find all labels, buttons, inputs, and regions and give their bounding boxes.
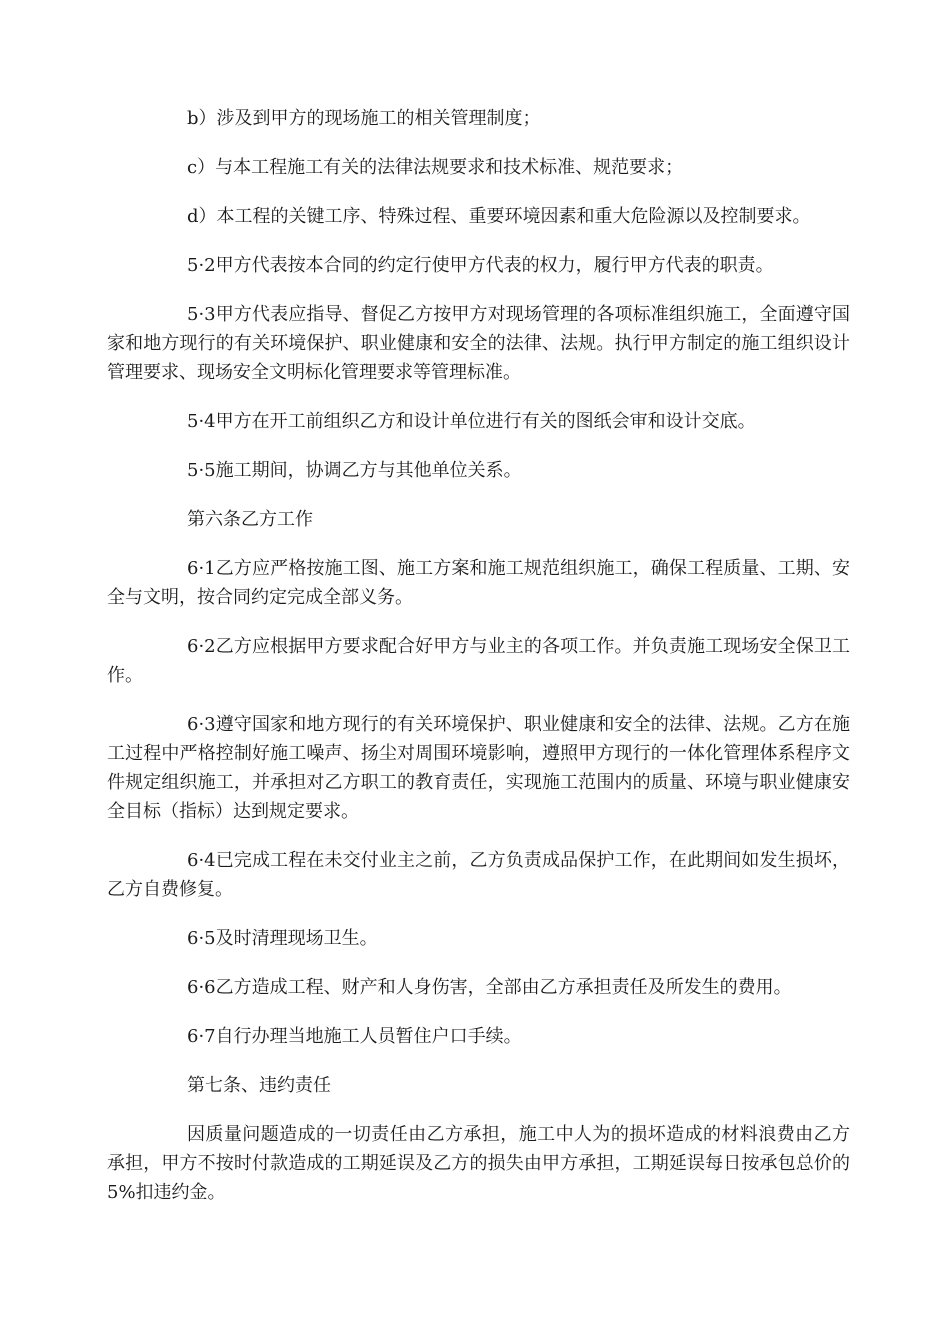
clause-5-3: 5·3甲方代表应指导、督促乙方按甲方对现场管理的各项标准组织施工，全面遵守国家和地方现行的有关环境保护、职业健康和安全的法律、法规。执行甲方制定的施工组织设计管理要求、现场安全文明标化管理要求等管理标准。 (107, 304, 850, 383)
clause-5-5: 5·5施工期间，协调乙方与其他单位关系。 (187, 460, 522, 481)
document-page (107, 104, 850, 1227)
clause-b-site-management: b）涉及到甲方的现场施工的相关管理制度； (187, 108, 541, 129)
clause-d-key-processes: d）本工程的关键工序、特殊过程、重要环境因素和重大危险源以及控制要求。 (187, 206, 811, 227)
liability-paragraph: 因质量问题造成的一切责任由乙方承担，施工中人为的损坏造成的材料浪费由乙方承担，甲方不按时付款造成的工期延误及乙方的损失由甲方承担，工期延误每日按承包总价的5%扣违约金。 (107, 1124, 850, 1203)
clause-6-1: 6·1乙方应严格按施工图、施工方案和施工规范组织施工，确保工程质量、工期、安全与文明，按合同约定完成全部义务。 (107, 558, 850, 608)
clause-6-3: 6·3遵守国家和地方现行的有关环境保护、职业健康和安全的法律、法规。乙方在施工过程中严格控制好施工噪声、扬尘对周围环境影响，遵照甲方现行的一体化管理体系程序文件规定组织施工，并承担对乙方职工的教育责任，实现施工范围内的质量、环境与职业健康安全目标（指标）达到规定要求。 (107, 714, 850, 822)
clause-6-4: 6·4已完成工程在未交付业主之前，乙方负责成品保护工作，在此期间如发生损坏，乙方自费修复。 (107, 850, 850, 900)
clause-c-laws-standards: c）与本工程施工有关的法律法规要求和技术标准、规范要求； (187, 157, 684, 178)
clause-6-2: 6·2乙方应根据甲方要求配合好甲方与业主的各项工作。并负责施工现场安全保卫工作。 (107, 636, 850, 686)
clause-5-4: 5·4甲方在开工前组织乙方和设计单位进行有关的图纸会审和设计交底。 (187, 411, 756, 432)
article-7-heading: 第七条、违约责任 (187, 1075, 331, 1096)
article-6-heading: 第六条乙方工作 (187, 509, 313, 530)
clause-6-5: 6·5及时清理现场卫生。 (187, 928, 378, 949)
clause-5-2: 5·2甲方代表按本合同的约定行使甲方代表的权力，履行甲方代表的职责。 (187, 255, 774, 276)
clause-6-6: 6·6乙方造成工程、财产和人身伤害，全部由乙方承担责任及所发生的费用。 (187, 977, 792, 998)
clause-6-7: 6·7自行办理当地施工人员暂住户口手续。 (187, 1026, 522, 1047)
